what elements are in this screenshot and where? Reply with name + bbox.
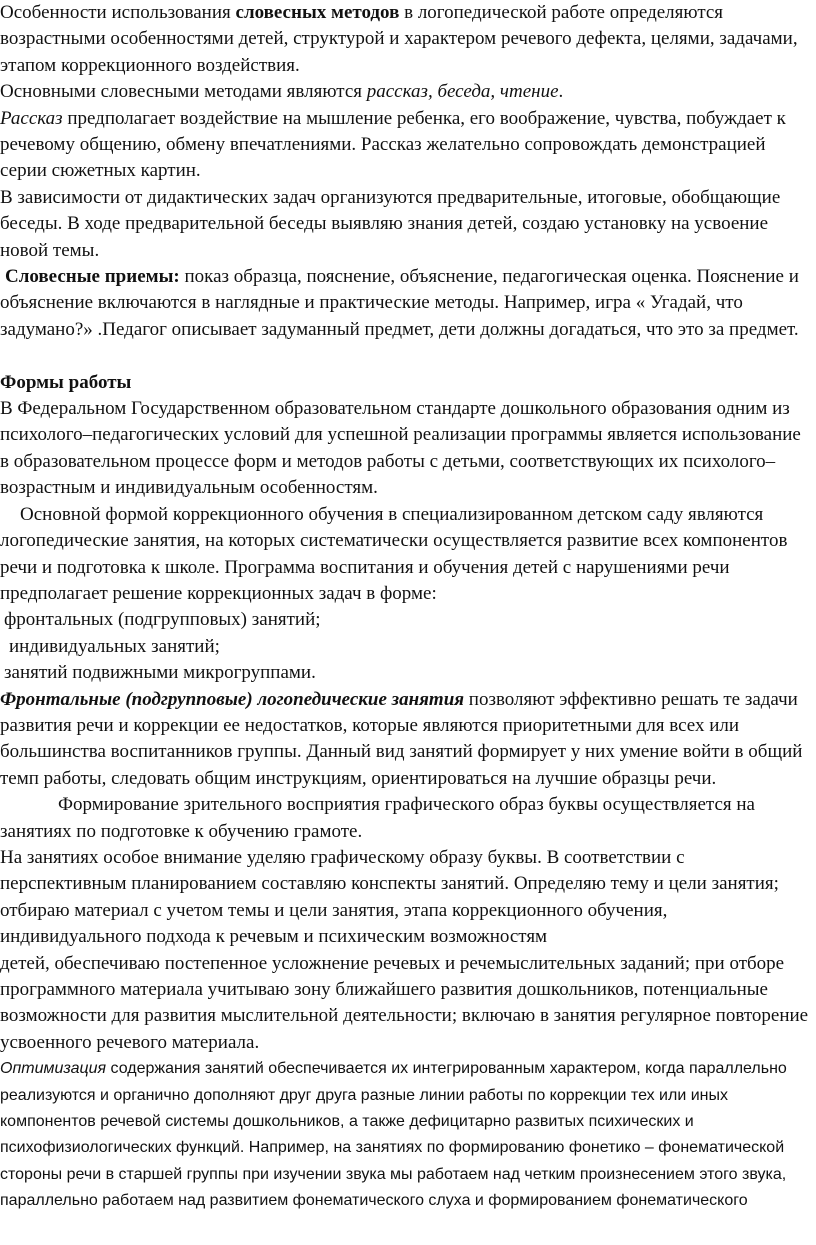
list-item: занятий подвижными микрогруппами. [4, 662, 316, 684]
italic-term: рассказ, беседа, чтение [366, 81, 559, 103]
bold-italic-term: Фронтальные (подгрупповые) логопедические занятия [0, 688, 465, 710]
paragraph-frontal-lessons [0, 687, 810, 793]
paragraph-conversations: В зависимости от дидактических задач организуются предварительные, итоговые, обобщающие беседы. В ходе предварительной беседы выявляю знания детей, создаю установку на усвоение новой темы. [0, 186, 781, 261]
text: Основными словесными методами являются [0, 81, 367, 103]
list-item: фронтальных (подгрупповых) занятий; [4, 609, 321, 631]
text: в логопедической работе определяются возрастными особенностями детей, структурой и характером речевого дефекта, целями, задачами, этапом коррекционного воздействия. [0, 2, 798, 76]
paragraph-fgos: В Федеральном Государственном образовательном стандарте дошкольного образования одним из психолого–педагогических условий для успешной реализации программы является использование в образовательном процессе форм и методов работы с детьми, соответствующих их психолого–возрастным и индивидуальным особенностям. [0, 398, 801, 499]
paragraph-story [0, 106, 810, 185]
text: показ образца, пояснение, объяснение, педагогическая оценка. Пояснение и объяснение включаются в наглядные и практические методы. Например, игра « Угадай, что задумано?» .Педагог описывает задуманный предмет, дети должны догадаться, что это за предмет. [0, 266, 799, 340]
list-item: индивидуальных занятий; [9, 635, 220, 657]
bold-term: Словесные приемы: [5, 266, 180, 288]
paragraph-verbal-techniques [0, 264, 810, 343]
italic-term: Рассказ [0, 107, 63, 129]
paragraph-lesson-planning-cont: детей, обеспечиваю постепенное усложнение речевых и речемыслительных заданий; при отборе программного материала учитываю зону ближайшего развития дошкольников, потенциальные возможности для развития мыслительной деятельности; включаю в занятия регулярное повторение усвоенного речевого материала. [0, 952, 809, 1053]
text: содержания занятий обеспечивается их интегрированным характером, когда параллельно реализуются и органично дополняют друг друга разные линии работы по коррекции тех или иных компонентов речевой системы дошкольников, а также дефицитарно развитых психических и психофизиологических функций. Например, на занятиях по формированию фонетико – фонематической стороны речи в старшей группы при изучении звука мы работаем над четким произнесением этого звука, параллельно работаем над развитием фонематического слуха и формированием фонематического [0, 1060, 787, 1210]
text: . [558, 81, 564, 103]
paragraph-visual-perception: Формирование зрительного восприятия графического образ буквы осуществляется на занятиях по подготовке к обучению грамоте. [0, 794, 755, 842]
section-heading [0, 370, 810, 396]
heading-text: Формы работы [0, 371, 132, 393]
bold-term: словесных методов [235, 2, 400, 23]
paragraph-verbal-methods-intro [0, 0, 810, 79]
paragraph-lesson-planning: На занятиях особое внимание уделяю графическому образу буквы. В соответствии с перспективным планированием составляю конспекты занятий. Определяю тему и цели занятия; отбираю материал с учетом темы и цели занятия, этапа коррекционного обучения, индивидуального подхода к речевым и психическим возможностям [0, 846, 779, 948]
paragraph-main-form: Основной формой коррекционного обучения в специализированном детском саду являются логопедические занятия, на которых систематически осуществляется развитие всех компонентов речи и подготовка к школе. Программа воспитания и обучения детей с нарушениями речи предполагает решение коррекционных задач в форме: [0, 503, 788, 604]
text: Особенности использования [0, 2, 236, 23]
blank-line [0, 343, 810, 369]
paragraph-main-methods [0, 79, 810, 105]
text: позволяют эффективно решать те задачи развития речи и коррекции ее недостатков, которые являются приоритетными для всех или большинства воспитанников группы. Данный вид занятий формирует у них умение войти в общий темп работы, следовать общим инструкциям, ориентироваться на лучшие образцы речи. [0, 688, 803, 789]
text: предполагает воздействие на мышление ребенка, его воображение, чувства, побуждает к речевому общению, обмену впечатлениями. Рассказ желательно сопровождать демонстрацией серии сюжетных картин. [0, 107, 786, 182]
paragraph-optimization [0, 1056, 810, 1214]
italic-term: Оптимизация [0, 1060, 107, 1078]
